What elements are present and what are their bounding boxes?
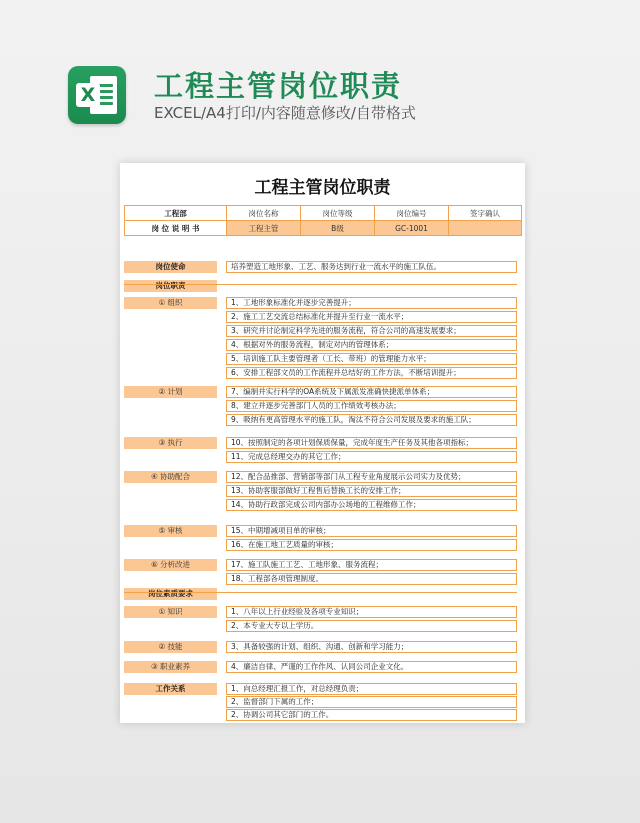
duty-item[interactable]: 9、吸纳有更高管理水平的施工队，淘汰不符合公司发展及要求的施工队；	[226, 414, 517, 426]
duty-item[interactable]: 14、协助行政部完成公司内部办公场地的工程维修工作；	[226, 499, 517, 511]
relation-item[interactable]: 2、监督部门下属的工作；	[226, 696, 517, 708]
duty-item[interactable]: 18、工程部各项管理制度。	[226, 573, 517, 585]
excel-app-icon	[68, 66, 126, 124]
mission-label: 岗位使命	[124, 261, 217, 273]
qual-item[interactable]: 1、八年以上行业经验及各项专业知识；	[226, 606, 517, 618]
duty-item[interactable]: 1、工地形象标准化并逐步完善提升；	[226, 297, 517, 309]
duty-group-plan: ② 计划	[124, 386, 217, 398]
duty-group-organize: ① 组织	[124, 297, 217, 309]
duty-item[interactable]: 13、协助客服部做好工程售后替换工长的安排工作；	[226, 485, 517, 497]
position-grade-value[interactable]: B级	[301, 221, 375, 236]
position-header-table	[124, 205, 522, 236]
duty-item[interactable]: 12、配合品推部、营销部等部门从工程专业角度展示公司实力及优势；	[226, 471, 517, 483]
header-position-grade: 岗位等级	[301, 206, 375, 221]
department-cell: 工程部	[125, 206, 227, 221]
qual-group-knowledge: ① 知识	[124, 606, 217, 618]
document-page	[120, 163, 525, 723]
duty-group-review: ⑤ 审核	[124, 525, 217, 537]
banner-title: 工程主管岗位职责	[154, 69, 403, 103]
duty-item[interactable]: 16、在施工地工艺质量的审核；	[226, 539, 517, 551]
qual-group-professionalism: ③ 职业素养	[124, 661, 217, 673]
duty-item[interactable]: 10、按照制定的各项计划保质保量，完成年度生产任务及其他各项指标；	[226, 437, 517, 449]
duties-divider	[124, 284, 517, 285]
duty-item[interactable]: 5、培训施工队主要管理者（工长、带班）的管理能力水平；	[226, 353, 517, 365]
banner-subtitle: EXCEL/A4打印/内容随意修改/自带格式	[154, 104, 416, 122]
relation-item[interactable]: 1、向总经理汇报工作，对总经理负责；	[226, 683, 517, 695]
mission-text[interactable]: 培养塑造工地形象、工艺、服务达到行业一流水平的施工队伍。	[226, 261, 517, 273]
position-code-value[interactable]: GC-1001	[375, 221, 449, 236]
position-name-value[interactable]: 工程主管	[227, 221, 301, 236]
qualifications-label: 岗位素质要求	[124, 588, 217, 600]
duty-group-improve: ⑥ 分析改进	[124, 559, 217, 571]
duty-item[interactable]: 6、安排工程部文员的工作流程并总结好的工作方法，不断培训提升；	[226, 367, 517, 379]
qual-item[interactable]: 4、廉洁自律、严谨的工作作风、认同公司企业文化。	[226, 661, 517, 673]
duty-item[interactable]: 4、根据对外的服务流程，制定对内的管理体系；	[226, 339, 517, 351]
relations-label: 工作关系	[124, 683, 217, 695]
duties-label: 岗位职责	[124, 280, 217, 292]
signature-value[interactable]	[449, 221, 522, 236]
duty-item[interactable]: 15、中期增减项目单的审核；	[226, 525, 517, 537]
excel-x-letter: X	[76, 83, 100, 107]
job-description-label: 岗 位 说 明 书	[125, 221, 227, 236]
header-signature: 签字确认	[449, 206, 522, 221]
qual-item[interactable]: 2、本专业大专以上学历。	[226, 620, 517, 632]
document-title: 工程主管岗位职责	[254, 178, 391, 198]
duty-group-execute: ③ 执行	[124, 437, 217, 449]
qualifications-divider	[124, 592, 517, 593]
relation-item[interactable]: 2、协调公司其它部门的工作。	[226, 709, 517, 721]
duty-item[interactable]: 17、施工队施工工艺、工地形象、服务流程；	[226, 559, 517, 571]
duty-item[interactable]: 2、施工工艺交流总结标准化并提升至行业一流水平；	[226, 311, 517, 323]
duty-item[interactable]: 3、研究并讨论制定科学先进的服务流程，符合公司的高速发展要求；	[226, 325, 517, 337]
duty-item[interactable]: 11、完成总经理交办的其它工作；	[226, 451, 517, 463]
duty-item[interactable]: 7、编制并实行科学的OA系统及下属派发准确快捷派单体系；	[226, 386, 517, 398]
header-position-name: 岗位名称	[227, 206, 301, 221]
qual-item[interactable]: 3、具备较强的计划、组织、沟通、创新和学习能力；	[226, 641, 517, 653]
duty-group-assist: ④ 协助配合	[124, 471, 217, 483]
header-position-code: 岗位编号	[375, 206, 449, 221]
qual-group-skills: ② 技能	[124, 641, 217, 653]
duty-item[interactable]: 8、建立并逐步完善部门人员的工作绩效考核办法；	[226, 400, 517, 412]
